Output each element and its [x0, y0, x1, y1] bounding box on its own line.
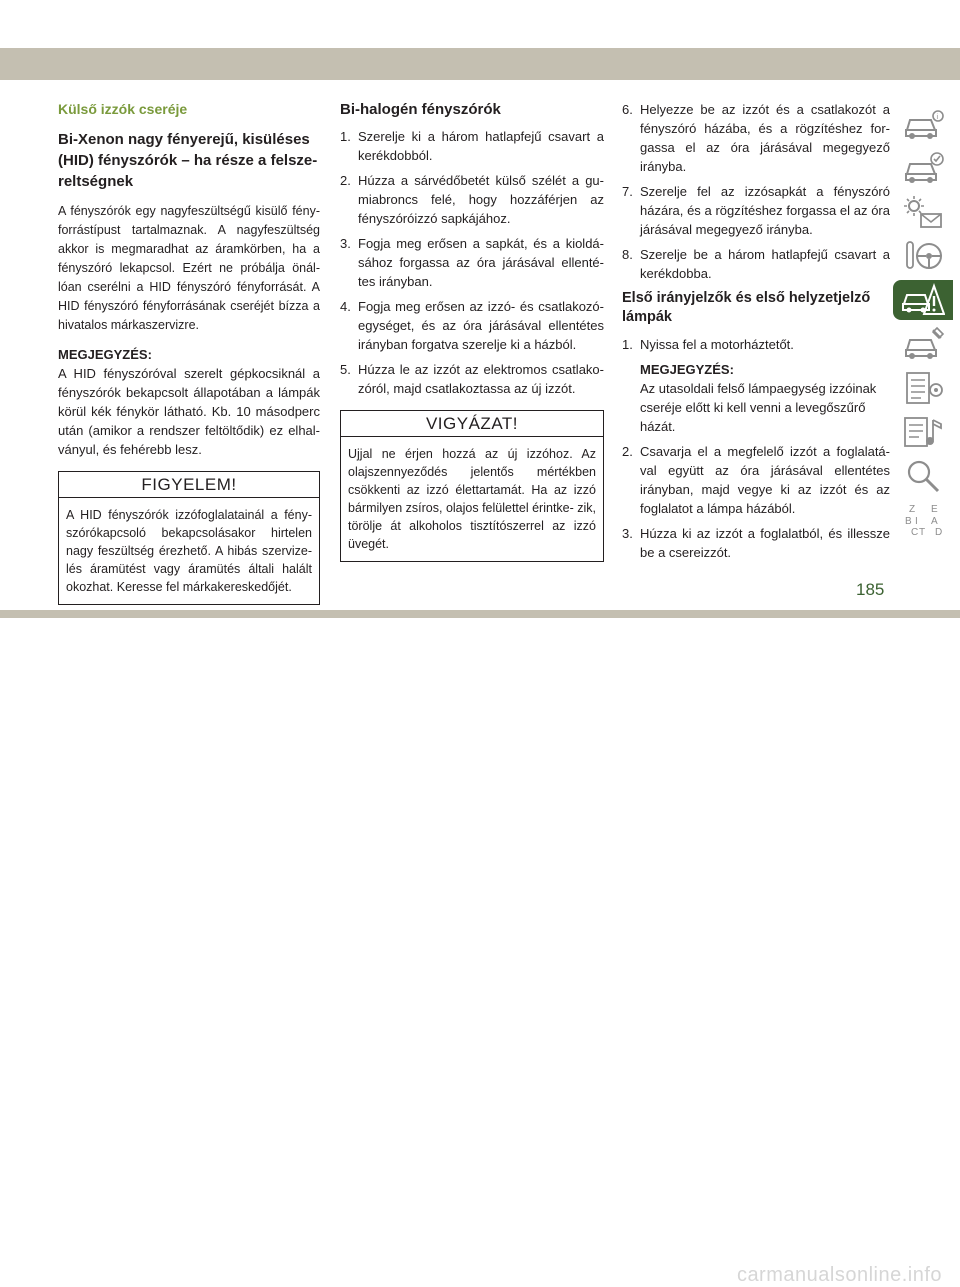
list-item: 1. Szerelje ki a három hatlapfejű csavart a kerékdobból. — [340, 129, 604, 163]
tab-lights-message[interactable] — [893, 192, 953, 232]
roadside-emergency-icon — [901, 282, 945, 318]
index-letter: D — [935, 527, 943, 538]
chapter-tabs — [893, 104, 960, 544]
service-tools-icon — [901, 326, 945, 362]
list-item: 1. Nyissa fel a motorháztetőt. — [622, 337, 794, 352]
specs-list-icon — [901, 370, 945, 406]
tab-multimedia[interactable] — [893, 412, 953, 452]
list-item: 3. Fogja meg erősen a sapkát, és a kioldá- sához forgassa az óra járásával ellenté- tes irányban. — [340, 236, 604, 289]
column-right — [622, 100, 890, 568]
indicator-note — [622, 360, 890, 436]
list-item: 7. Szerelje fel az izzósapkát a fényszóró házára, és a rögzítéshez forgassa el az óra járásával megegyező irányba. — [622, 184, 890, 237]
footer-band — [0, 610, 960, 618]
tab-wheel-controls[interactable] — [893, 236, 953, 276]
indicator-steps-cont — [622, 442, 890, 562]
header-band — [0, 48, 960, 80]
column-left — [58, 100, 320, 605]
indicator-heading: Első irányjelzők és első helyzetjelző lámpák — [622, 290, 871, 325]
footer — [0, 618, 960, 1286]
halogen-heading: Bi-halogén fényszórók — [340, 101, 501, 118]
indicator-steps — [622, 335, 890, 354]
index-letter: C — [911, 527, 919, 538]
index-letter: Z — [909, 504, 916, 515]
header-bar — [0, 0, 960, 80]
list-item: 2. Csavarja el a megfelelő izzót a foglalatá- val együtt az óra járásával ellentétes irányban, majd vegye ki az izzót és az foglalatot a lámpa házából. — [622, 444, 890, 516]
note-text: Az utasoldali felső lámpaegység izzóinak cseréje előtt ki kell venni a levegőszűrő házát. — [640, 381, 877, 434]
warning-text: A HID fényszórók izzófoglalatainál a fény- szórókapcsoló bekapcsolásakor hirtelen nagy feszültség érezhető. A hibás szervize- lés áramütést vagy áramütés általi halált okozhat. Keresse fel márkakereskedőjét. — [66, 508, 312, 594]
index-letter: A — [931, 516, 938, 527]
tab-search[interactable] — [893, 456, 953, 496]
svg-text:i: i — [936, 114, 939, 121]
tab-roadside-emergency[interactable] — [893, 280, 953, 320]
index-letter: B — [905, 516, 912, 527]
index-letter: E — [931, 504, 938, 515]
section-title: Külső izzók cseréje — [58, 101, 188, 117]
note-label: MEGJEGYZÉS: — [58, 347, 152, 362]
list-item: 5. Húzza le az izzót az elektromos csatlako- zóról, majd csatlakoztassa az új izzót. — [340, 362, 604, 396]
lights-message-icon — [901, 194, 945, 230]
car-info-icon — [901, 106, 945, 142]
note-text: A HID fényszóróval szerelt gépkocsiknál a fényszórók bekapcsolt állapotában a lámpák körül kék fénykör látható. Kb. 10 másodperc után (amikor a rendszer feltöltődik) ez elhal- ványul, és fehérebb lesz. — [58, 366, 320, 457]
car-safety-icon — [901, 150, 945, 186]
hid-heading: Bi-Xenon nagy fényerejű, kisüléses (HID) fényszórók – ha része a felsze- reltségnek — [58, 131, 318, 190]
list-item: 3. Húzza ki az izzót a foglalatból, és illessze be a csereizzót. — [622, 526, 890, 560]
halogen-steps-cont — [622, 100, 890, 283]
multimedia-icon — [901, 414, 945, 450]
caution-title: VIGYÁZAT! — [341, 411, 603, 437]
hid-note — [58, 345, 320, 459]
watermark: carmanualsonline.info — [736, 1264, 942, 1286]
warning-box — [58, 471, 320, 605]
tab-car-safety[interactable] — [893, 148, 953, 188]
list-item: 2. Húzza a sárvédőbetét külső szélét a gu- miabroncs felé, hogy hozzáférjen az fényszóróizzó sapkájához. — [340, 173, 604, 226]
search-icon — [901, 458, 945, 494]
note-label: MEGJEGYZÉS: — [640, 362, 734, 377]
list-item: 8. Szerelje be a három hatlapfejű csavart a kerékdobba. — [622, 247, 890, 281]
list-item: 6. Helyezze be az izzót és a csatlakozót a fényszóró házába, és a rögzítéshez for- gassa el az óra járásával megegyező irányba. — [622, 102, 890, 174]
language-index-icon — [901, 502, 945, 538]
halogen-steps — [340, 127, 604, 398]
index-letter: I — [915, 516, 918, 527]
tab-language-index[interactable] — [893, 500, 953, 540]
wheel-controls-icon — [901, 238, 945, 274]
tab-specs-list[interactable] — [893, 368, 953, 408]
warning-title: FIGYELEM! — [59, 472, 319, 498]
caution-box — [340, 410, 604, 562]
list-item: 4. Fogja meg erősen az izzó- és csatlakozó- egységet, és az óra járásával ellentétes irányban forgatva szerelje ki a házból. — [340, 299, 604, 352]
index-letter: T — [919, 527, 926, 538]
page-number: 185 — [856, 580, 885, 599]
tab-service-tools[interactable] — [893, 324, 953, 364]
column-middle — [340, 100, 604, 562]
hid-intro: A fényszórók egy nagyfeszültségű kisülő fény- forrástípust tartalmaznak. A nagyfeszültség akkor is megmaradhat az áramkörben, ha a fényszóró lekapcsol. Ezért ne próbálja önál- lóan cserélni a HID fényszóró fényforrását. A HID fényszóró fényforrásának cseréjét bízza a hivatalos márkaszervizre. — [58, 204, 320, 332]
caution-text: Ujjal ne érjen hozzá az új izzóhoz. Az olajszennyeződés jelentős mértékben csökkenti az izzó élettartamát. Ha az izzó bármilyen zsíros, olajos felülettel érintke- zik, törölje át alkoholos tisztítószerrel az izzó üvegét. — [348, 447, 597, 551]
tab-car-info[interactable] — [893, 104, 953, 144]
